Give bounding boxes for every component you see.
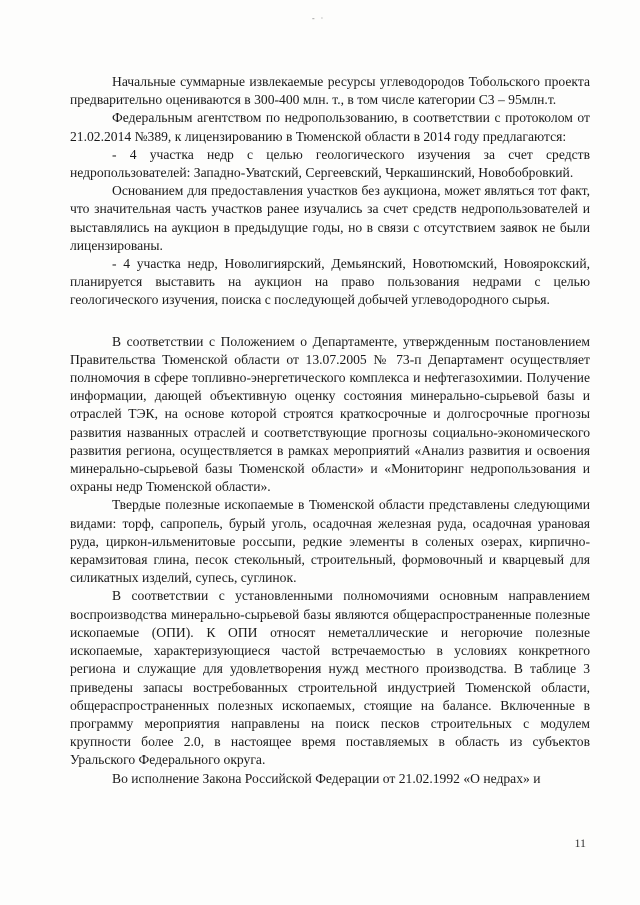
paragraph-resources: Начальные суммарные извлекаемые ресурсы углеводородов Тобольского проекта предварительно оцениваются в 300-400 млн. т., в том числе категории С3 – 95млн.т.: [70, 74, 590, 108]
page-number: 11: [574, 836, 586, 850]
paragraph-exploration-plots: - 4 участка недр с целью геологического изучения за счет средств недропользователей: Западно-Уватский, Сергеевский, Черкашинский, Новобобровкий.: [70, 146, 590, 181]
paragraph-department-regulation: В соответствии с Положением о Департаменте, утвержденным постановлением Правительства Тюменской области от 13.07.2005 № 73-п Департамент осуществляет полномочия в сфере топливно-энергетического комплекса и нефтегазохимии. Получение информации, дающей объективную оценку состояния минерально-сырьевой базы и отраслей ТЭК, на основе которой строятся краткосрочные и долгосрочные прогнозы развития названных отраслей и соответствующие прогнозы социально-экономического развития региона, осуществляется в рамках мероприятий «Анализ развития и освоения минерально-сырьевой базы Тюменской области» и «Мониторинг недропользования и охраны недр Тюменской области».: [70, 333, 590, 495]
paragraph-common-minerals: В соответствии с установленными полномочиями основным направлением воспроизводства минерально-сырьевой базы являются общераспространенные полезные ископаемые (ОПИ). К ОПИ относят неметаллические и негорючие полезные ископаемые, характеризующиеся частой встречаемостью в условиях конкретного региона и служащие для удовлетворения нужд местного производства. В таблице 3 приведены запасы востребованных строительной индустрией Тюменской области, общераспространенных полезных ископаемых, стоящие на балансе. Включенные в программу мероприятия направлены на поиск песков строительных с модулем крупности более 2.0, в настоящее время поставляемых в область из субъектов Уральского Федерального округа.: [70, 588, 590, 768]
paragraph-auction-plots: - 4 участка недр, Новолигиярский, Демьянский, Новотюмский, Новоярокский, планируется выставить на аукцион на право пользования недрами с целью геологического изучения, поиска с последующей добычей углеводородного сырья.: [70, 256, 590, 308]
document-body: [70, 73, 590, 788]
paragraph-no-auction-basis: Основанием для предоставления участков без аукциона, может являться тот факт, что значительная часть участков ранее изучались за счет средств недропользователей и выставлялись на аукцион в предыдущие годы, но в связи с отсутствием заявок не были лицензированы.: [70, 183, 590, 253]
section-gap: [70, 310, 590, 333]
paragraph-subsoil-law: Во исполнение Закона Российской Федерации от 21.02.1992 «О недрах» и: [112, 770, 541, 786]
paragraph-solid-minerals: Твердые полезные ископаемые в Тюменской области представлены следующими видами: торф, сапропель, бурый уголь, осадочная железная руда, осадочная урановая руда, циркон-ильменитовые россыпи, редкие элементы в соленых озерах, кирпично-керамзитовая глина, песок стекольный, строительный, формовочный и кварцевый для силикатных изделий, супесь, суглинок.: [70, 497, 590, 586]
paragraph-federal-agency: Федеральным агентством по недропользованию, в соответствии с протоколом от 21.02.2014 №389, к лицензированию в Тюменской области в 2014 году предлагаются:: [70, 110, 590, 144]
scan-mark: - ·: [312, 14, 326, 23]
